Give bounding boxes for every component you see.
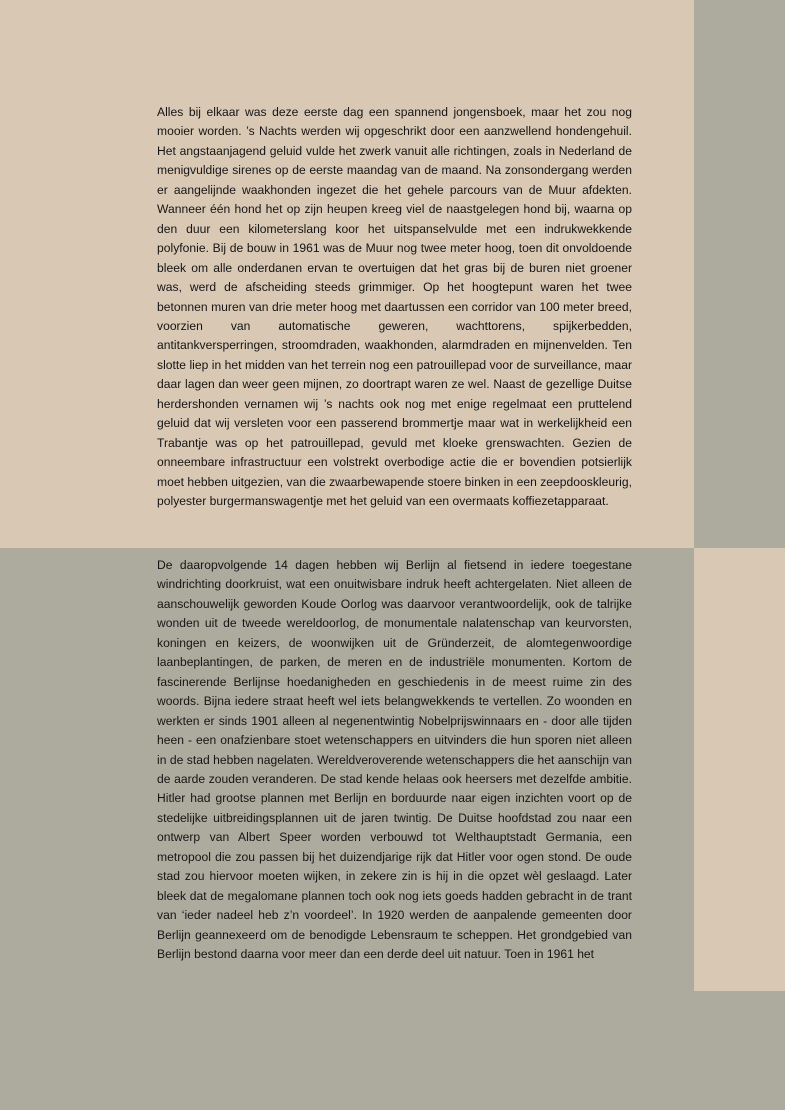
background-panel-right — [694, 548, 785, 991]
paragraph-berlin-cycling: De daaropvolgende 14 dagen hebben wij Berlijn al fietsend in iedere toegestane windrichting doorkruist, wat een onuitwisbare indruk heeft achtergelaten. Niet alleen de aanschouwelijk geworden Koude Oorlog was daarvoor verantwoordelijk, ook de talrijke wonden uit de tweede wereldoorlog, de monumentale nalatenschap van keurvorsten, koningen en keizers, de woonwijken uit de Gründerzeit, de alomtegenwoordige laanbeplantingen, de parken, de meren en de industriële monumenten. Kortom de fascinerende Berlijnse hoedanigheden en geschiedenis in de meest ruime zin des woords. Bijna iedere straat heeft wel iets belangwekkends te vertellen. Zo woonden en werkten er sinds 1901 alleen al negenentwintig Nobelprijswinnaars en - door alle tijden heen - een onafzienbare stoet wetenschappers en uitvinders die hun sporen niet alleen in de stad hebben nagelaten. Wereldveroverende wetenschappers die het aanschijn van de aarde zouden veranderen. De stad kende helaas ook heersers met dezelfde ambitie. Hitler had grootse plannen met Berlijn en borduurde naar eigen inzichten voort op de stedelijke uitbreidingsplannen uit de jaren twintig. De Duitse hoofdstad zou naar een ontwerp van Albert Speer worden verbouwd tot Welthauptstadt Germania, een metropool die zou passen bij het duizendjarige rijk dat Hitler voor ogen stond. De oude stad zou hiervoor moeten wijken, in zekere zin is hij in die opzet wèl geslaagd. Later bleek dat de megalomane plannen toch ook nog iets goeds hadden gebracht in de trant van ‘ieder nadeel heb z’n voordeel’. In 1920 werden de aanpalende gemeenten door Berlijn geannexeerd om de benodigde Lebensraum te scheppen. Het grondgebied van Berlijn bestond daarna voor meer dan een derde deel uit natuur. Toen in 1961 het — [157, 558, 632, 962]
paragraph-night-dogs: Alles bij elkaar was deze eerste dag een spannend jongensboek, maar het zou nog mooier worden. ’s Nachts werden wij opgeschrikt door een aanzwellend hondengehuil. Het angstaanjagend geluid vulde het zwerk vanuit alle richtingen, zoals in Nederland de menigvuldige sirenes op de eerste maandag van de maand. Na zonsondergang werden er aangelijnde waakhonden ingezet die het gehele parcours van de Muur afdekten. Wanneer één hond het op zijn heupen kreeg viel de naastgelegen hond bij, waarna op den duur een kilometerslang koor het uitspanselvulde met een indrukwekkende polyfonie. Bij de bouw in 1961 was de Muur nog twee meter hoog, toen dit onvoldoende bleek om alle onderdanen ervan te overtuigen dat het gras bij de buren niet groener was, werd de afscheiding steeds grimmiger. Op het hoogtepunt waren het twee betonnen muren van drie meter hoog met daartussen een corridor van 100 meter breed, voorzien van automatische geweren, wachttorens, spijkerbedden, antitankversperringen, stroomdraden, waakhonden, alarmdraden en mijnenvelden. Ten slotte liep in het midden van het terrein nog een patrouillepad voor de surveillance, maar daar lagen dan weer geen mijnen, zo doortrapt waren ze wel. Naast de gezellige Duitse herdershonden vernamen wij ’s nachts ook nog met enige regelmaat een pruttelend geluid dat wij versleten voor een passerend brommertje maar wat in werkelijkheid een Trabantje was op het patrouillepad, gevuld met kloeke grenswachten. Gezien de onneembare infrastructuur een volstrekt overbodige actie die er bovendien potsierlijk moet hebben uitgezien, van die zwaarbewapende stoere binken in een zeepdooskleurig, polyester burgermanswagentje met het geluid van een overmaats koffiezetapparaat. — [157, 105, 632, 509]
